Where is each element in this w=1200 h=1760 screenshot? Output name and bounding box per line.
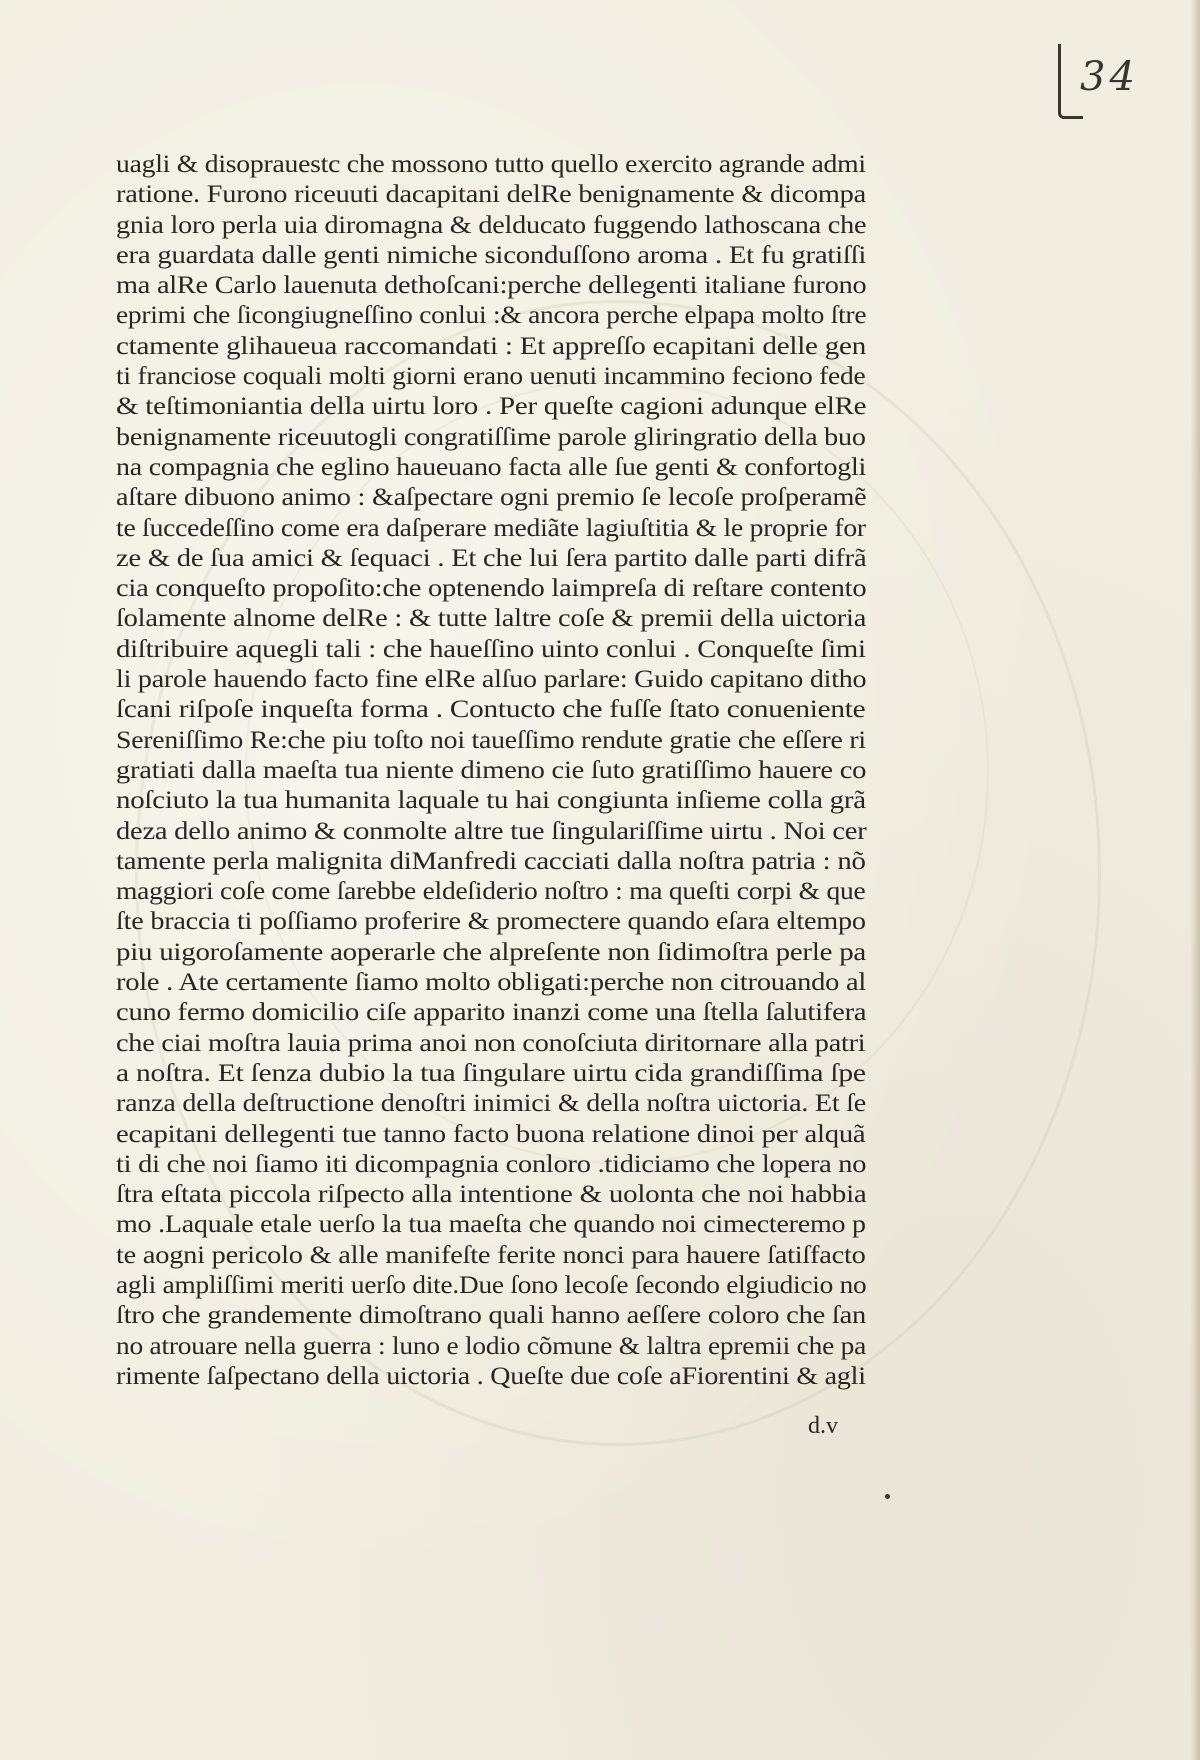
text-line: piu uigoroſamente aoperarle che alpreſente non ſidimoſtra perle pa: [116, 938, 867, 966]
text-line: gratiati dalla maeſta tua niente dimeno cie ſuto gratiſſimo hauere co: [116, 756, 867, 784]
text-line: cia conqueſto propoſito:che optenendo laimpreſa di reſtare contento: [116, 575, 867, 603]
text-line: na compagnia che eglino haueuano facta alle ſue genti & confortogli: [116, 453, 867, 481]
text-line: Sereniſſimo Re:che piu toſto noi taueſſimo rendute gratie che eſſere ri: [116, 726, 866, 754]
text-line: eprimi che ſicongiugneſſino conlui :& ancora perche elpapa molto ſtre: [116, 302, 867, 330]
text-line: benignamente riceuutogli congratiſſime parole gliringratio della buo: [116, 423, 866, 451]
text-line: te aogni pericolo & alle manifeſte ferite nonci para hauere ſatiſfacto: [116, 1241, 866, 1269]
text-line: aſtare dibuono animo : &aſpectare ogni premio ſe lecoſe proſperamẽ: [116, 484, 867, 512]
text-line: ti franciose coquali molti giorni erano uenuti incammino feciono fede: [116, 363, 866, 391]
text-line: role . Ate certamente ſiamo molto obligati:perche non citrouando al: [116, 969, 867, 997]
signature-mark: d.v: [808, 1413, 838, 1439]
text-line: diſtribuire aquegli tali : che haueſſino uinto conlui . Conqueſte ſimi: [116, 635, 866, 663]
text-line: noſciuto la tua humanita laquale tu hai congiunta inſieme colla grã: [116, 787, 866, 815]
text-line: gnia loro perla uia diromagna & delducato fuggendo lathoscana che: [116, 211, 867, 239]
text-line: mo .Laquale etale uerſo la tua maeſta che quando noi cimecteremo p: [116, 1211, 866, 1239]
text-line: & teſtimoniantia della uirtu loro . Per queſte cagioni adunque elRe: [116, 393, 867, 421]
text-line: ma alRe Carlo lauenuta dethoſcani:perche dellegenti italiane furono: [116, 272, 867, 300]
text-line: ſcani riſpoſe inqueſta forma . Contucto che fuſſe ſtato conueniente: [116, 696, 866, 724]
folio-number: 34: [1080, 54, 1139, 100]
text-line: agli ampliſſimi meriti uerſo dite.Due ſono lecoſe ſecondo elgiudicio no: [116, 1271, 867, 1299]
text-line: ranza della deſtructione denoſtri inimici & della noſtra uictoria. Et ſe: [116, 1090, 867, 1118]
text-line: ze & de ſua amici & ſequaci . Et che lui ſera partito dalle parti difrã: [116, 544, 867, 572]
text-line: ctamente glihaueua raccomandati : Et appreſſo ecapitani delle gen: [116, 332, 867, 360]
text-line: li parole hauendo facto fine elRe alſuo parlare: Guido capitano ditho: [116, 666, 867, 694]
text-line: ſolamente alnome delRe : & tutte laltre coſe & premii della uictoria: [116, 605, 867, 633]
text-line: a noſtra. Et ſenza dubio la tua ſingulare uirtu cida grandiſſima ſpe: [116, 1059, 866, 1087]
text-line: era guardata dalle genti nimiche siconduſſono aroma . Et fu gratiſſi: [116, 241, 867, 269]
text-line: ſtro che grandemente dimoſtrano quali hanno aeſſere coloro che ſan: [116, 1302, 867, 1330]
text-line: tamente perla malignita diManfredi cacciati dalla noſtra patria : nõ: [116, 847, 866, 875]
text-line: cuno fermo domicilio ciſe apparito inanzi come una ſtella ſalutifera: [116, 999, 867, 1027]
text-line: maggiori coſe come ſarebbe eldeſiderio noſtro : ma queſti corpi & que: [116, 878, 866, 906]
text-line: uagli & disoprauestc che mossono tutto quello exercito agrande admi: [116, 151, 866, 178]
main-text-block: [116, 150, 866, 1392]
text-line: ratione. Furono riceuuti dacapitani delRe benignamente & dicompa: [116, 181, 866, 209]
text-line: che ciai moſtra lauia prima anoi non conoſciuta diritornare alla patri: [116, 1029, 866, 1057]
text-line: ſte braccia ti poſſiamo proferire & promectere quando eſara eltempo: [116, 908, 866, 936]
text-line: deza dello animo & conmolte altre tue ſingulariſſime uirtu . Noi cer: [116, 817, 867, 845]
text-line: ecapitani dellegenti tue tanno facto buona relatione dinoi per alquã: [116, 1120, 866, 1148]
text-line: rimente ſaſpectano della uictoria . Queſte due coſe aFiorentini & agli: [116, 1362, 866, 1390]
page-edge-shadow: [1190, 0, 1200, 1760]
text-line: ti di che noi ſiamo iti dicompagnia conloro .tidiciamo che lopera no: [116, 1150, 867, 1178]
ink-speck: [885, 1494, 890, 1499]
text-line: no atrouare nella guerra : luno e lodio cõmune & laltra epremii che pa: [116, 1332, 867, 1360]
text-line: ſtra eſtata piccola riſpecto alla intentione & uolonta che noi habbia: [116, 1181, 867, 1209]
text-line: te ſuccedeſſino come era daſperare mediãte lagiuſtitia & le proprie for: [116, 514, 866, 542]
